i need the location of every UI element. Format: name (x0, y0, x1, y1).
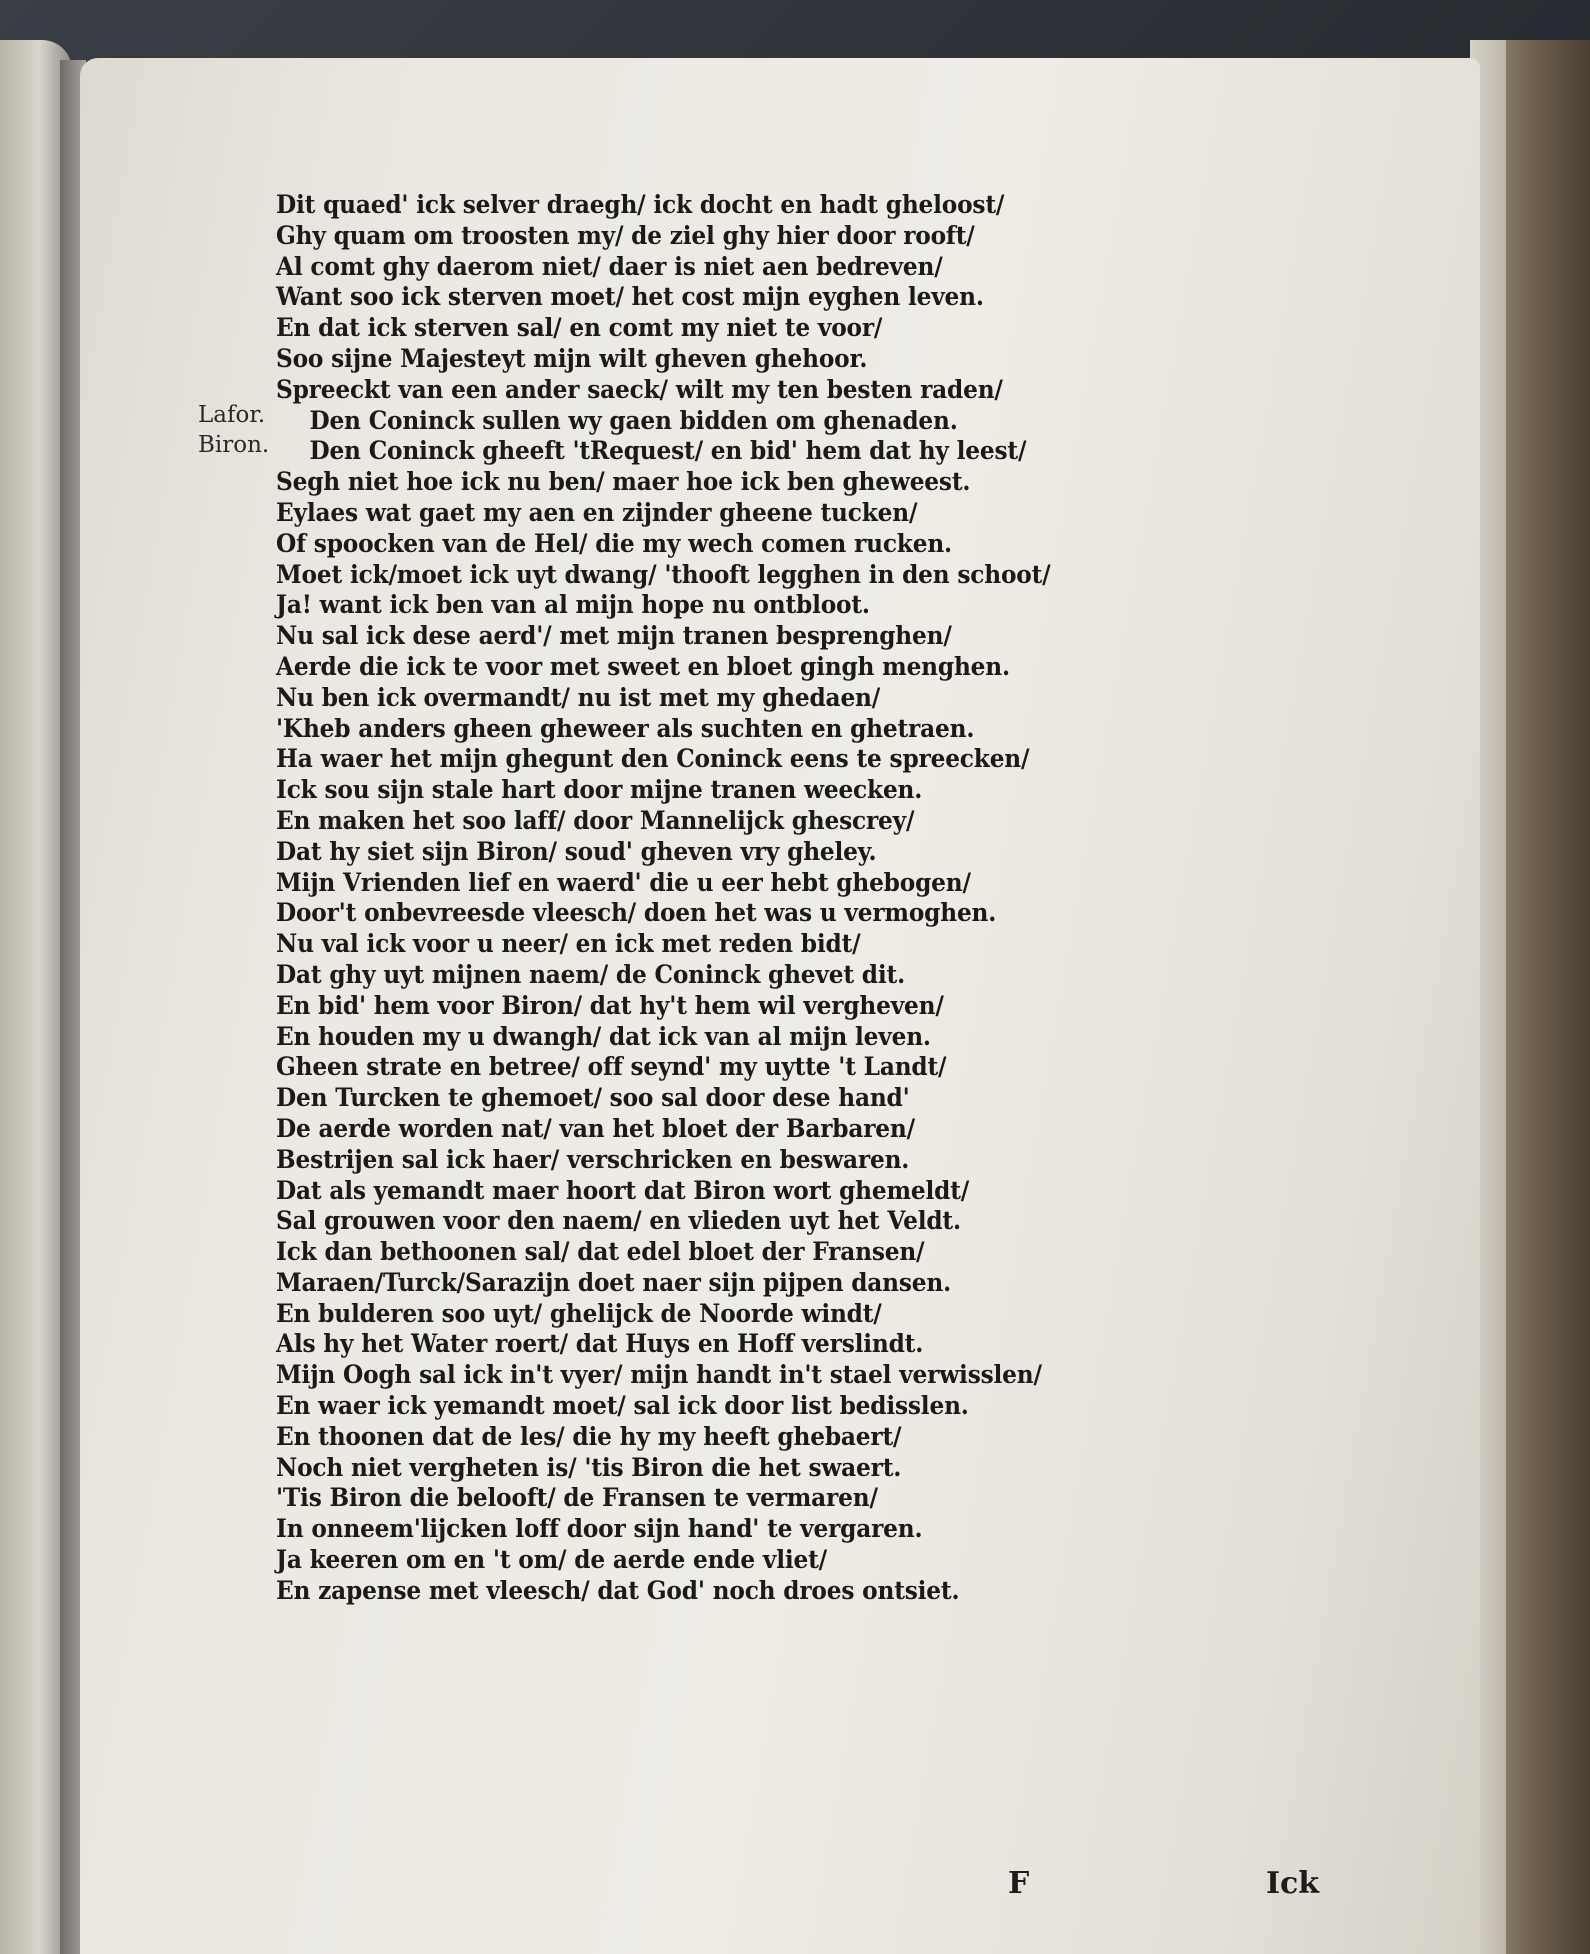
verse-line: En dat ick sterven sal/ en comt my niet te voor/ (276, 313, 883, 343)
catchword: Ick (1266, 1866, 1320, 1901)
verse-line: Als hy het Water roert/ dat Huys en Hoff verslindt. (276, 1329, 924, 1359)
verse-line: Den Coninck sullen wy gaen bidden om ghenaden. (309, 405, 958, 435)
verse-line: Nu ben ick overmandt/ nu ist met my ghedaen/ (276, 682, 881, 712)
verse-line: Of spoocken van de Hel/ die my wech comen rucken. (276, 528, 952, 558)
verse-line: Door't onbevreesde vleesch/ doen het was u vermoghen. (276, 898, 997, 928)
verse-line: Eylaes wat gaet my aen en zijnder gheene tucken/ (276, 497, 918, 527)
verse-line: Mijn Oogh sal ick in't vyer/ mijn handt in't stael verwisslen/ (276, 1360, 1042, 1390)
verse-line: Bestrijen sal ick haer/ verschricken en beswaren. (276, 1144, 910, 1174)
verse-line: Noch niet vergheten is/ 'tis Biron die het swaert. (276, 1452, 902, 1482)
verse-line: En waer ick yemandt moet/ sal ick door list bedisslen. (276, 1391, 969, 1421)
verse-line: 'Tis Biron die belooft/ de Fransen te vermaren/ (276, 1483, 878, 1513)
verse-line: De aerde worden nat/ van het bloet der Barbaren/ (276, 1113, 915, 1143)
verse-line: Gheen strate en betree/ off seynd' my uytte 't Landt/ (276, 1052, 947, 1082)
verse-line: En houden my u dwangh/ dat ick van al mijn leven. (276, 1021, 931, 1051)
verse-line: Ja keeren om en 't om/ de aerde ende vliet/ (276, 1545, 827, 1575)
verse-line: Ick dan bethoonen sal/ dat edel bloet der Fransen/ (276, 1237, 925, 1267)
verse-line: En thoonen dat de les/ die hy my heeft ghebaert/ (276, 1421, 902, 1451)
verse-line: Aerde die ick te voor met sweet en bloet gingh menghen. (276, 651, 1010, 681)
book-edge (1498, 40, 1590, 1954)
verse-line: Want soo ick sterven moet/ het cost mijn eyghen leven. (276, 282, 984, 312)
verse-line: En bid' hem voor Biron/ dat hy't hem wil vergheven/ (276, 990, 944, 1020)
verse-line: Soo sijne Majesteyt mijn wilt gheven ghehoor. (276, 343, 868, 373)
book-page (80, 58, 1480, 1954)
verse-line: Dit quaed' ick selver draegh/ ick docht en hadt gheloost/ (276, 190, 1005, 219)
verse-line: Segh niet hoe ick nu ben/ maer hoe ick ben gheweest. (276, 467, 971, 497)
verse-line: En maken het soo laff/ door Mannelijck ghescrey/ (276, 805, 915, 835)
verse-line: En zapense met vleesch/ dat God' noch droes ontsiet. (276, 1575, 960, 1605)
verse-line: Sal grouwen voor den naem/ en vlieden uyt het Veldt. (276, 1206, 961, 1236)
verse-line: Maraen/Turck/Sarazijn doet naer sijn pijpen dansen. (276, 1267, 952, 1297)
signature-mark: F (1008, 1866, 1030, 1901)
speaker-label-biron: Biron. (198, 432, 270, 458)
verse-line: En bulderen soo uyt/ ghelijck de Noorde windt/ (276, 1298, 882, 1328)
verse-text (276, 190, 1256, 1607)
verse-line: Moet ick/moet ick uyt dwang/ 'thooft legghen in den schoot/ (276, 559, 1051, 589)
verse-line: Ick sou sijn stale hart door mijne tranen weecken. (276, 775, 923, 805)
verse-line: Ja! want ick ben van al mijn hope nu ontbloot. (276, 590, 870, 620)
verse-line: Mijn Vrienden lief en waerd' die u eer hebt ghebogen/ (276, 867, 971, 897)
verse-line: Ghy quam om troosten my/ de ziel ghy hier door rooft/ (276, 220, 975, 250)
verse-line: In onneem'lijcken loff door sijn hand' te vergaren. (276, 1514, 923, 1544)
verse-line: Ha waer het mijn ghegunt den Coninck eens te spreecken/ (276, 744, 1030, 774)
verse-line: Dat ghy uyt mijnen naem/ de Coninck ghevet dit. (276, 959, 905, 989)
verse-line: 'Kheb anders gheen gheweer als suchten en ghetraen. (276, 713, 975, 743)
verse-line: Spreeckt van een ander saeck/ wilt my ten besten raden/ (276, 374, 1003, 404)
verse-line: Nu val ick voor u neer/ en ick met reden bidt/ (276, 929, 861, 959)
verse-line: Dat als yemandt maer hoort dat Biron wort ghemeldt/ (276, 1175, 970, 1205)
verse-line: Dat hy siet sijn Biron/ soud' gheven vry gheley. (276, 836, 877, 866)
verse-line: Al comt ghy daerom niet/ daer is niet aen bedreven/ (276, 251, 943, 281)
verse-line: Nu sal ick dese aerd'/ met mijn tranen besprenghen/ (276, 621, 952, 651)
verse-line: Den Turcken te ghemoet/ soo sal door dese hand' (276, 1083, 910, 1113)
speaker-label-lafor: Lafor. (198, 402, 266, 428)
verse-line: Den Coninck gheeft 'tRequest/ en bid' hem dat hy leest/ (309, 436, 1027, 466)
